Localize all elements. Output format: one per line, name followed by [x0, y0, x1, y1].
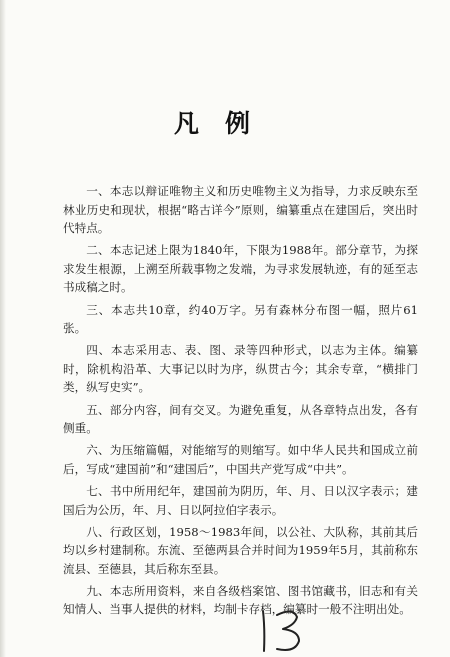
notes-body	[63, 182, 418, 623]
note-paragraph-2: 二、本志记述上限为1840年，下限为1988年。部分章节，为探求发生根源，上溯至所载事物之发端，为寻求发展轨迹，有的延至志书成稿之时。	[63, 243, 418, 295]
note-paragraph-9: 九、本志所用资料，来自各级档案馆、图书馆藏书，旧志和有关知情人、当事人提供的材料，均制卡存档，编纂时一般不注明出处。	[63, 583, 418, 617]
note-paragraph-1: 一、本志以辩证唯物主义和历史唯物主义为指导，力求反映东至林业历史和现状，根据“略古详今”原则，编纂重点在建国后，突出时代特点。	[63, 184, 418, 236]
note-paragraph-8: 八、行政区划，1958～1983年间，以公社、大队称，其前其后均以乡村建制称。东流、至德两县合并时间为1959年5月，其前称东流县、至德县，其后称东至县。	[63, 524, 418, 576]
note-paragraph-6: 六、为压缩篇幅，对能缩写的则缩写。如中华人民共和国成立前后，写成“建国前”和“建国后”，中国共产党写成“中共”。	[63, 443, 418, 476]
note-paragraph-7: 七、书中所用纪年，建国前为阴历，年、月、日以汉字表示；建国后为公历，年、月、日以阿拉伯字表示。	[63, 483, 418, 517]
page-edge-shadow	[0, 0, 6, 657]
note-paragraph-3: 三、本志共10章，约40万字。另有森林分布图一幅，照片61张。	[63, 302, 418, 336]
page-title: 凡例	[173, 109, 276, 138]
note-paragraph-4: 四、本志采用志、表、图、录等四种形式，以志为主体。编纂时，除机构沿革、大事记以时为序，纵贯古今；其余专章，“横排门类，纵写史实”。	[63, 343, 418, 395]
note-paragraph-5: 五、部分内容，间有交叉。为避免重复，从各章特点出发，各有侧重。	[63, 402, 418, 436]
handwritten-page-number	[255, 603, 315, 655]
